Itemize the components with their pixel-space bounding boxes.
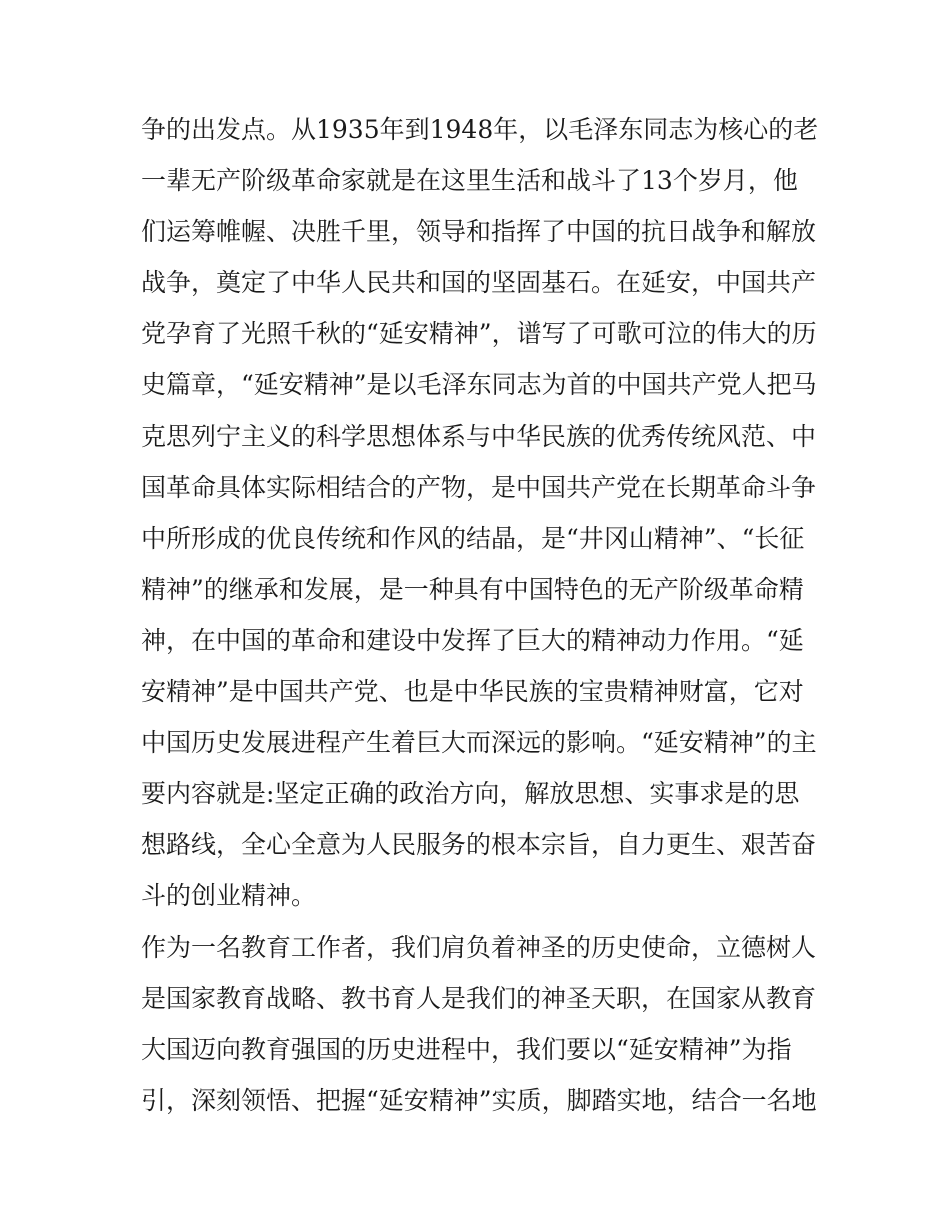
text-line: 精神”的继承和发展，是一种具有中国特色的无产阶级革命精 xyxy=(141,574,804,604)
text-line: 作为一名教育工作者，我们肩负着神圣的历史使命，立德树人 xyxy=(141,932,817,962)
text-line: 神，在中国的革命和建设中发挥了巨大的精神动力作用。“延 xyxy=(141,625,804,655)
text-line: 是国家教育战略、教书育人是我们的神圣天职，在国家从教育 xyxy=(141,983,817,1013)
text-line: 中国历史发展进程产生着巨大而深远的影响。“延安精神”的主 xyxy=(141,728,817,758)
text-line: 大国迈向教育强国的历史进程中，我们要以“延安精神”为指 xyxy=(141,1034,792,1064)
text-line: 争的出发点。从1935年到1948年，以毛泽东同志为核心的老 xyxy=(141,115,819,144)
text-line: 斗的创业精神。 xyxy=(141,881,317,911)
text-line: 中所形成的优良传统和作风的结晶，是“井冈山精神”、“长征 xyxy=(141,523,805,553)
text-line: 引，深刻领悟、把握“延安精神”实质，脚踏实地，结合一名地 xyxy=(141,1085,817,1115)
text-line: 史篇章，“延安精神”是以毛泽东同志为首的中国共产党人把马 xyxy=(141,370,817,400)
text-line: 们运筹帷幄、决胜千里，领导和指挥了中国的抗日战争和解放 xyxy=(141,217,817,247)
text-line: 安精神”是中国共产党、也是中华民族的宝贵精神财富，它对 xyxy=(141,677,804,707)
text-line: 国革命具体实际相结合的产物，是中国共产党在长期革命斗争 xyxy=(141,472,817,502)
text-line: 要内容就是:坚定正确的政治方向，解放思想、实事求是的思 xyxy=(141,779,800,809)
text-line: 克思列宁主义的科学思想体系与中华民族的优秀传统风范、中 xyxy=(141,421,817,451)
text-line: 想路线，全心全意为人民服务的根本宗旨，自力更生、艰苦奋 xyxy=(141,830,817,860)
text-line: 党孕育了光照千秋的“延安精神”，谱写了可歌可泣的伟大的历 xyxy=(141,319,817,349)
text-line: 战争，奠定了中华人民共和国的坚固基石。在延安，中国共产 xyxy=(141,268,817,298)
text-line: 一辈无产阶级革命家就是在这里生活和战斗了13个岁月，他 xyxy=(141,166,798,196)
body-text xyxy=(141,104,821,1126)
